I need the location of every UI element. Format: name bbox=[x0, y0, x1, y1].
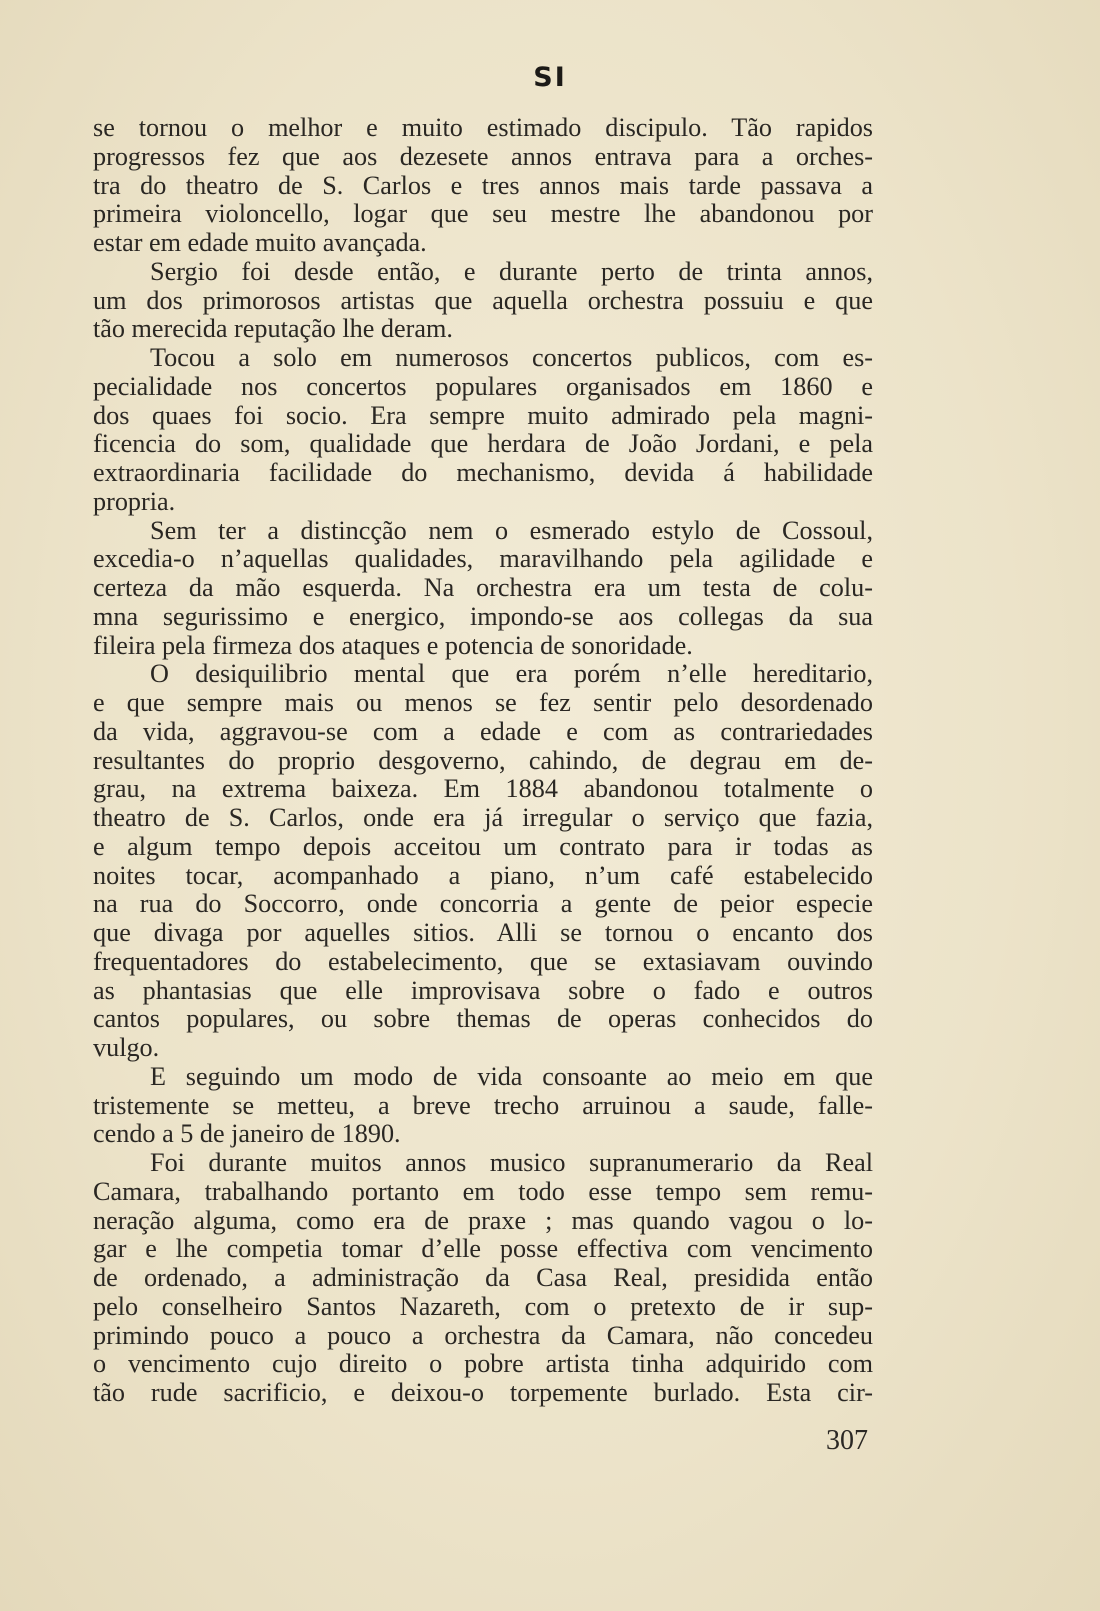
text-line: na rua do Soccorro, onde concorria a gente de peior especie bbox=[93, 889, 873, 919]
text-line: tão rude sacrificio, e deixou-o torpemente burlado. Esta cir- bbox=[93, 1378, 873, 1407]
text-line: da vida, aggravou-se com a edade e com as contrariedades bbox=[93, 716, 873, 746]
text-line: o vencimento cujo direito o pobre artista tinha adquirido com bbox=[93, 1349, 873, 1379]
text-line: neração alguma, como era de praxe ; mas quando vagou o lo- bbox=[93, 1205, 873, 1235]
text-line: pecialidade nos concertos populares organisados em 1860 e bbox=[93, 371, 873, 401]
text-line: as phantasias que elle improvisava sobre o fado e outros bbox=[93, 975, 873, 1005]
text-line: Camara, trabalhando portanto em todo esse tempo sem remu- bbox=[93, 1176, 873, 1206]
text-line: resultantes do proprio desgoverno, cahindo, de degrau em de- bbox=[93, 745, 873, 775]
text-line: fileira pela firmeza dos ataques e potencia de sonoridade. bbox=[93, 630, 693, 660]
text-line: vulgo. bbox=[93, 1033, 160, 1062]
text-line: extraordinaria facilidade do mechanismo, devida á habilidade bbox=[93, 458, 873, 487]
text-line: cantos populares, ou sobre themas de operas conhecidos do bbox=[93, 1004, 873, 1034]
text-line: tristemente se metteu, a breve trecho arruinou a saude, falle- bbox=[93, 1090, 873, 1120]
text-line: dos quaes foi socio. Era sempre muito admirado pela magni- bbox=[93, 400, 873, 430]
text-line: progressos fez que aos dezesete annos entrava para a orches- bbox=[93, 141, 873, 171]
text-line: frequentadores do estabelecimento, que se extasiavam ouvindo bbox=[93, 946, 873, 976]
running-head: SI bbox=[533, 62, 567, 93]
text-line: estar em edade muito avançada. bbox=[93, 228, 427, 257]
text-line: mna segurissimo e energico, impondo-se aos collegas da sua bbox=[93, 601, 873, 631]
text-line: theatro de S. Carlos, onde era já irregular o serviço que fazia, bbox=[93, 803, 873, 832]
text-line: O desiquilibrio mental que era porém n’elle hereditario, bbox=[150, 659, 873, 689]
text-line: Sem ter a distincção nem o esmerado estylo de Cossoul, bbox=[150, 515, 873, 545]
text-line: de ordenado, a administração da Casa Real, presidida então bbox=[93, 1263, 873, 1292]
text-line: Foi durante muitos annos musico supranumerario da Real bbox=[150, 1148, 873, 1177]
text-line: e que sempre mais ou menos se fez sentir pelo desordenado bbox=[93, 688, 873, 717]
text-line: tra do theatro de S. Carlos e tres annos mais tarde passava a bbox=[93, 170, 873, 200]
text-line: noites tocar, acompanhado a piano, n’um café estabelecido bbox=[93, 860, 873, 890]
text-line: excedia-o n’aquellas qualidades, maravilhando pela agilidade e bbox=[93, 544, 873, 574]
text-line: ficencia do som, qualidade que herdara de João Jordani, e pela bbox=[93, 429, 873, 459]
text-line: E seguindo um modo de vida consoante ao meio em que bbox=[150, 1061, 873, 1091]
text-line: e algum tempo depois acceitou um contrato para ir todas as bbox=[93, 831, 873, 861]
text-line: pelo conselheiro Santos Nazareth, com o pretexto de ir sup- bbox=[93, 1291, 873, 1321]
text-line: grau, na extrema baixeza. Em 1884 abandonou totalmente o bbox=[93, 774, 873, 804]
text-line: que divaga por aquelles sitios. Alli se tornou o encanto dos bbox=[93, 918, 873, 947]
text-line: Tocou a solo em numerosos concertos publicos, com es- bbox=[150, 343, 873, 372]
text-line: gar e lhe competia tomar d’elle posse effectiva com vencimento bbox=[93, 1234, 873, 1264]
text-line: Sergio foi desde então, e durante perto de trinta annos, bbox=[150, 256, 873, 286]
text-line: propria. bbox=[93, 486, 176, 516]
page-number: 307 bbox=[826, 1425, 868, 1456]
text-line: primeira violoncello, logar que seu mestre lhe abandonou por bbox=[93, 199, 873, 229]
text-line: certeza da mão esquerda. Na orchestra era um testa de colu- bbox=[93, 573, 873, 602]
text-line: tão merecida reputação lhe deram. bbox=[93, 314, 453, 344]
text-line: cendo a 5 de janeiro de 1890. bbox=[93, 1119, 401, 1149]
text-line: se tornou o melhor e muito estimado discipulo. Tão rapidos bbox=[93, 113, 873, 142]
text-line: primindo pouco a pouco a orchestra da Camara, não concedeu bbox=[93, 1320, 873, 1350]
body-text bbox=[93, 114, 873, 1408]
text-line: um dos primorosos artistas que aquella orchestra possuiu e que bbox=[93, 285, 873, 315]
